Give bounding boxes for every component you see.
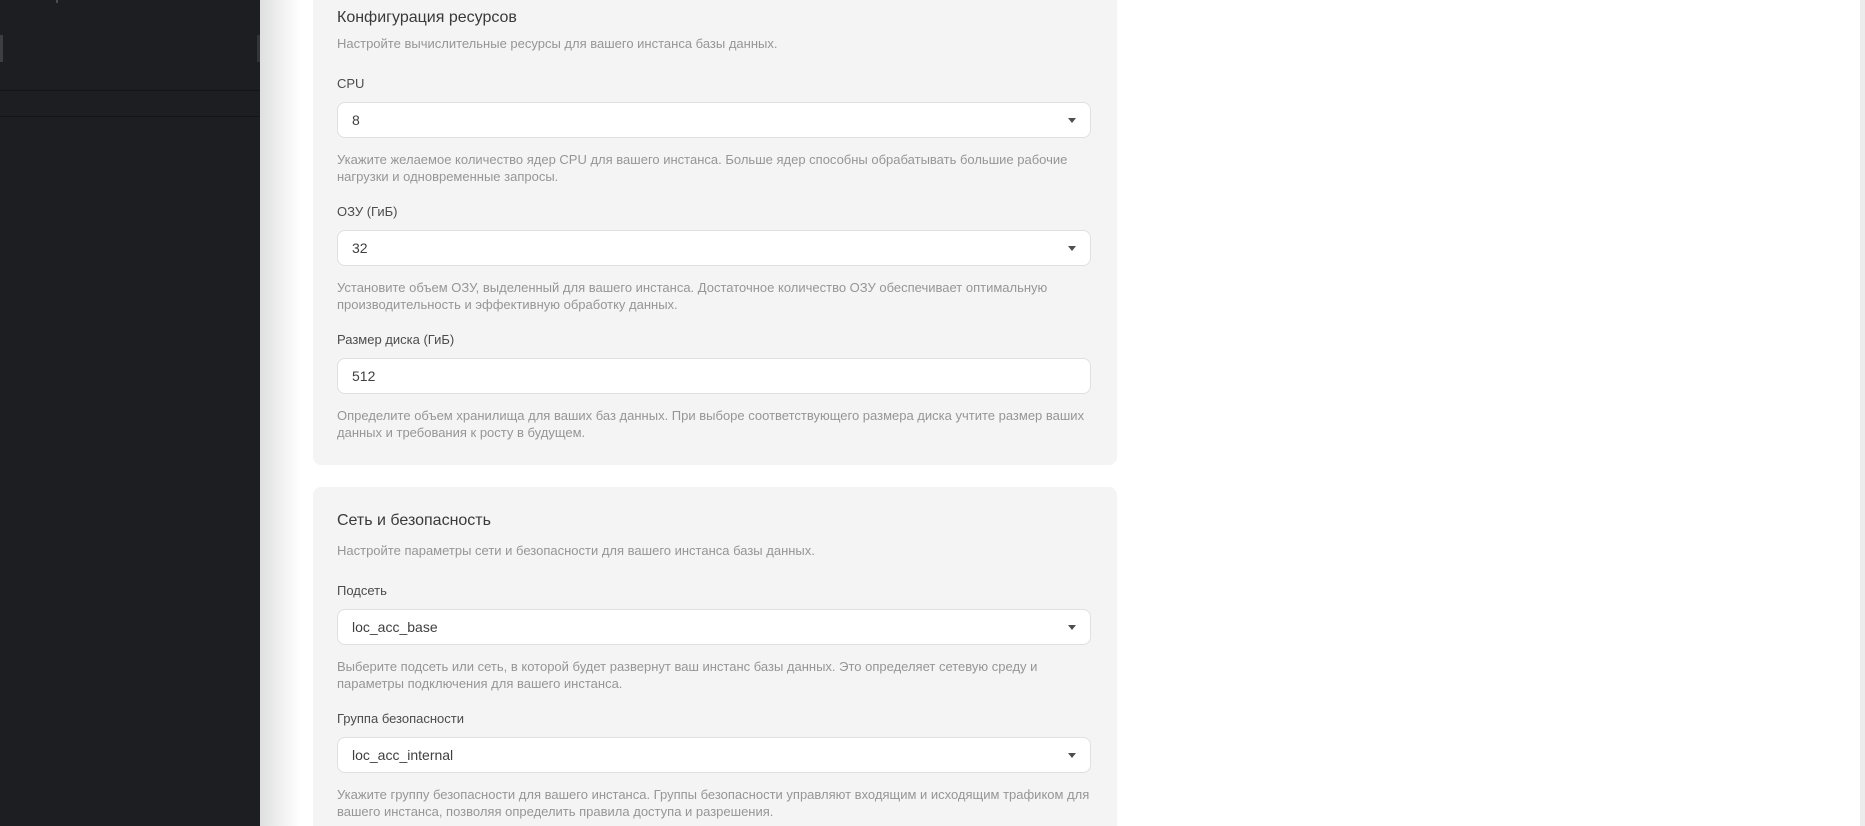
subnet-label: Подсеть (337, 583, 387, 598)
ram-select-value: 32 (352, 240, 368, 256)
cpu-label: CPU (337, 76, 365, 91)
security-group-help-text: Укажите группу безопасности для вашего инстанса. Группы безопасности управляют входящим и исходящим трафиком для вашего инстанса, позволяя определить правила доступа и разрешения. (337, 787, 1090, 819)
security-group-select-value: loc_acc_internal (352, 747, 454, 763)
page-scrollbar[interactable] (1860, 0, 1865, 826)
ram-label: ОЗУ (ГиБ) (337, 204, 398, 219)
sidebar-shadow (260, 0, 300, 826)
ram-select[interactable] (337, 230, 1091, 266)
security-group-select[interactable] (337, 737, 1091, 773)
sidebar-top-divider (56, 0, 58, 3)
security-group-label: Группа безопасности (337, 711, 464, 726)
card-description: Настройте параметры сети и безопасности для вашего инстанса базы данных. (337, 543, 815, 558)
chevron-down-icon (1068, 753, 1076, 758)
subnet-help-text: Выберите подсеть или сеть, в которой будет развернут ваш инстанс базы данных. Это определяет сетевую среду и параметры подключения для вашего инстанса. (337, 659, 1038, 691)
cpu-select[interactable] (337, 102, 1091, 138)
sidebar-divider (0, 90, 260, 91)
chevron-down-icon (1068, 625, 1076, 630)
disk-size-label: Размер диска (ГиБ) (337, 332, 455, 347)
chevron-down-icon (1068, 246, 1076, 251)
sidebar-left-scrollbar-thumb[interactable] (0, 35, 3, 62)
sidebar (0, 0, 260, 826)
network-security-card (313, 487, 1117, 826)
subnet-select-value: loc_acc_base (352, 619, 438, 635)
ram-help-text: Установите объем ОЗУ, выделенный для вашего инстанса. Достаточное количество ОЗУ обеспечивает оптимальную производительность и эффективную обработку данных. (337, 280, 1048, 312)
card-title: Сеть и безопасность (337, 512, 491, 529)
disk-size-input[interactable] (337, 358, 1091, 394)
card-description: Настройте вычислительные ресурсы для вашего инстанса базы данных. (337, 36, 778, 51)
disk-size-help-text: Определите объем хранилища для ваших баз данных. При выборе соответствующего размера диска учтите размер ваших данных и требования к росту в будущем. (337, 408, 1085, 440)
subnet-select[interactable] (337, 609, 1091, 645)
cpu-help-text: Укажите желаемое количество ядер CPU для вашего инстанса. Больше ядер способны обрабатывать большие рабочие нагрузки и одновременные запросы. (337, 152, 1068, 184)
chevron-down-icon (1068, 118, 1076, 123)
resource-configuration-card (313, 0, 1117, 465)
cpu-select-value: 8 (352, 112, 360, 128)
sidebar-divider (0, 116, 260, 117)
card-title: Конфигурация ресурсов (337, 9, 517, 26)
